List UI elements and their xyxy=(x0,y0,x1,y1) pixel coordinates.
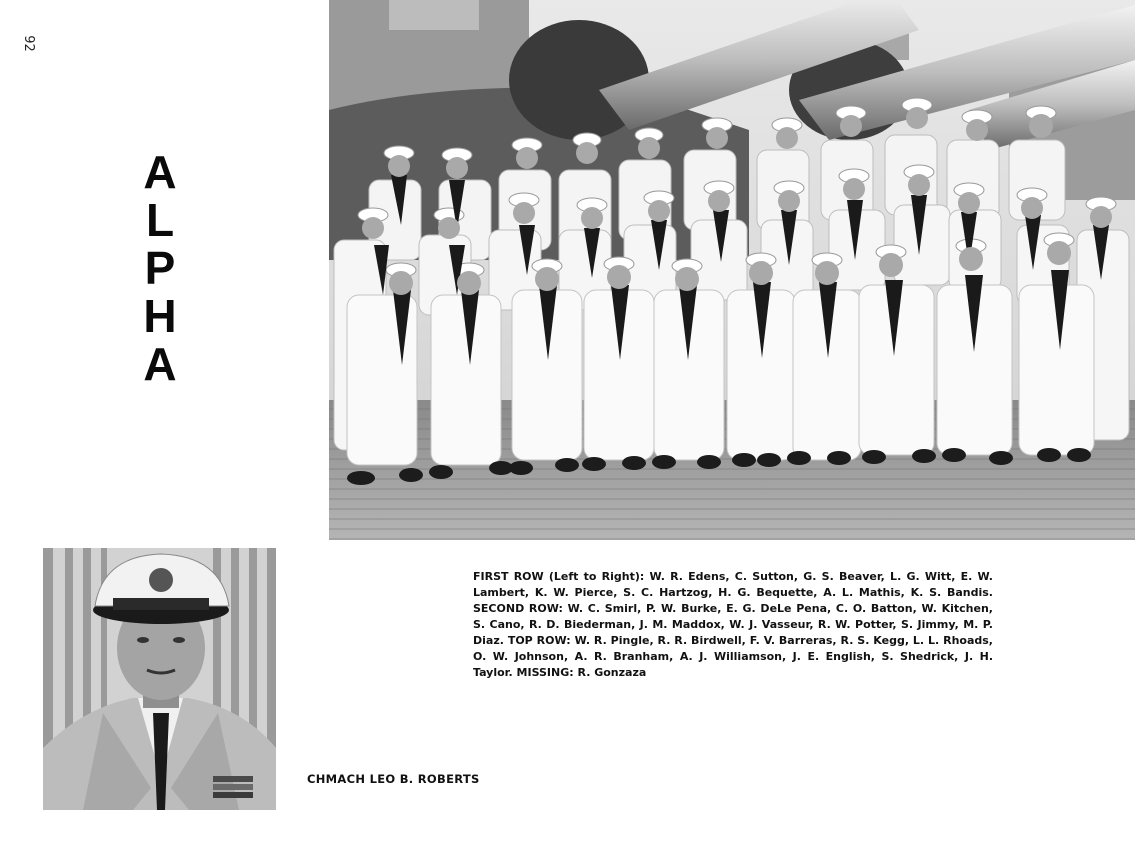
group-photo-caption xyxy=(473,569,993,681)
first-row-label: FIRST ROW xyxy=(473,570,544,583)
top-row-label: TOP ROW: xyxy=(507,634,571,647)
first-row-note: (Left to Right): xyxy=(548,570,645,583)
missing-label: MISSING: xyxy=(516,666,574,679)
page-number: 92 xyxy=(20,35,36,52)
top-row-names: W. R. Pingle, R. R. Birdwell, F. V. Barreras, R. S. Kegg, L. L. Rhoads, O. W. Johnson, A. R. Branham, A. J. Williamson, J. E. English, S. Shedrick, J. H. Taylor. xyxy=(473,634,993,679)
title-letter: A xyxy=(143,338,177,390)
second-row-names: W. C. Smirl, P. W. Burke, E. G. DeLe Pena, C. O. Batton, W. Kitchen, S. Cano, R. D. Biederman, J. M. Maddox, W. J. Vasseur, R. W. Potter, S. Jimmy, M. P. Diaz. xyxy=(473,602,993,647)
title-letter: L xyxy=(145,194,175,246)
title-letter: H xyxy=(143,290,177,342)
officer-portrait xyxy=(43,548,276,810)
second-row-label: SECOND ROW: xyxy=(473,602,563,615)
section-title-alpha xyxy=(138,148,182,388)
portrait-caption: CHMACH LEO B. ROBERTS xyxy=(307,772,480,786)
title-letter: P xyxy=(144,242,176,294)
title-letter: A xyxy=(143,146,177,198)
missing-names: R. Gonzaza xyxy=(577,666,647,679)
first-row-names: W. R. Edens, C. Sutton, G. S. Beaver, L. G. Witt, E. W. Lambert, K. W. Pierce, S. C. Hartzog, H. G. Bequette, A. L. Mathis, K. S. Bandis. xyxy=(473,570,993,599)
group-photo xyxy=(329,0,1135,540)
